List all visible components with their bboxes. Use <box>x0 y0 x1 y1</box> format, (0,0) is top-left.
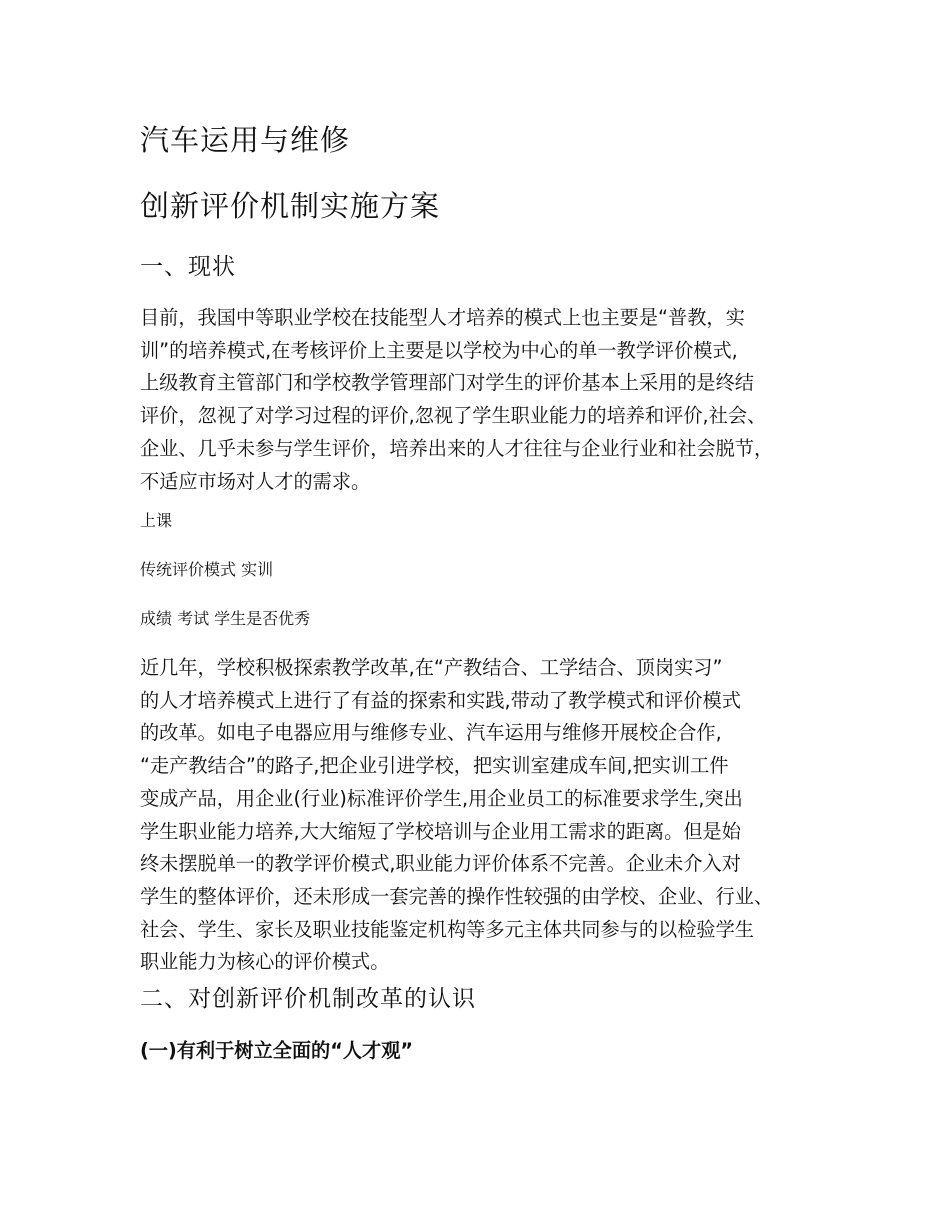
paragraph-line: 社会、学生、家长及职业技能鉴定机构等多元主体共同参与的以检验学生 <box>140 917 754 941</box>
paragraph-current-status <box>140 302 830 498</box>
paragraph-line: 的人才培养模式上进行了有益的探索和实践,带动了教学模式和评价模式 <box>140 688 741 712</box>
paragraph-line: 上级教育主管部门和学校教学管理部门对学生的评价基本上采用的是终结 <box>140 371 754 395</box>
document-title-line-1: 汽车运用与维修 <box>140 123 351 157</box>
diagram-text-line-1: 上课 <box>140 511 173 530</box>
paragraph-line: 评价，忽视了对学习过程的评价,忽视了学生职业能力的培养和评价,社会、 <box>140 404 767 428</box>
paragraph-line: 学生职业能力培养,大大缩短了学校培训与企业用工需求的距离。但是始 <box>140 819 741 843</box>
section-heading-understanding: 二、对创新评价机制改革的认识 <box>140 986 476 1012</box>
paragraph-line: 学生的整体评价，还未形成一套完善的操作性较强的由学校、企业、行业、 <box>140 884 774 908</box>
paragraph-line: 职业能力为核心的评价模式。 <box>140 950 390 974</box>
paragraph-line: 目前，我国中等职业学校在技能型人才培养的模式上也主要是“普教，实 <box>140 306 745 329</box>
paragraph-line: 变成产品，用企业(行业)标准评价学生,用企业员工的标准要求学生,突出 <box>140 786 743 810</box>
paragraph-line: “走产教结合”的路子,把企业引进学校，把实训室建成车间,把实训工件 <box>140 754 729 778</box>
diagram-text-line-3: 成绩 考试 学生是否优秀 <box>140 609 311 628</box>
subsection-heading-talent-view: (一)有利于树立全面的“人才观” <box>140 1039 414 1062</box>
paragraph-line: 的改革。如电子电器应用与维修专业、汽车运用与维修开展校企合作, <box>140 721 722 745</box>
section-heading-status: 一、现状 <box>140 254 236 280</box>
paragraph-line: 近几年，学校积极探索教学改革,在“产教结合、工学结合、顶岗实习” <box>140 656 723 679</box>
paragraph-reform-progress <box>140 652 830 979</box>
diagram-text-line-2: 传统评价模式 实训 <box>140 560 274 579</box>
paragraph-line: 企业、几乎未参与学生评价，培养出来的人才往往与企业行业和社会脱节， <box>140 436 774 460</box>
paragraph-line: 不适应市场对人才的需求。 <box>140 469 371 493</box>
paragraph-line: 终未摆脱单一的教学评价模式,职业能力评价体系不完善。企业未介入对 <box>140 852 741 876</box>
document-title-line-2: 创新评价机制实施方案 <box>140 189 441 223</box>
paragraph-line: 训”的培养模式,在考核评价上主要是以学校为中心的单一教学评价模式, <box>140 338 738 362</box>
